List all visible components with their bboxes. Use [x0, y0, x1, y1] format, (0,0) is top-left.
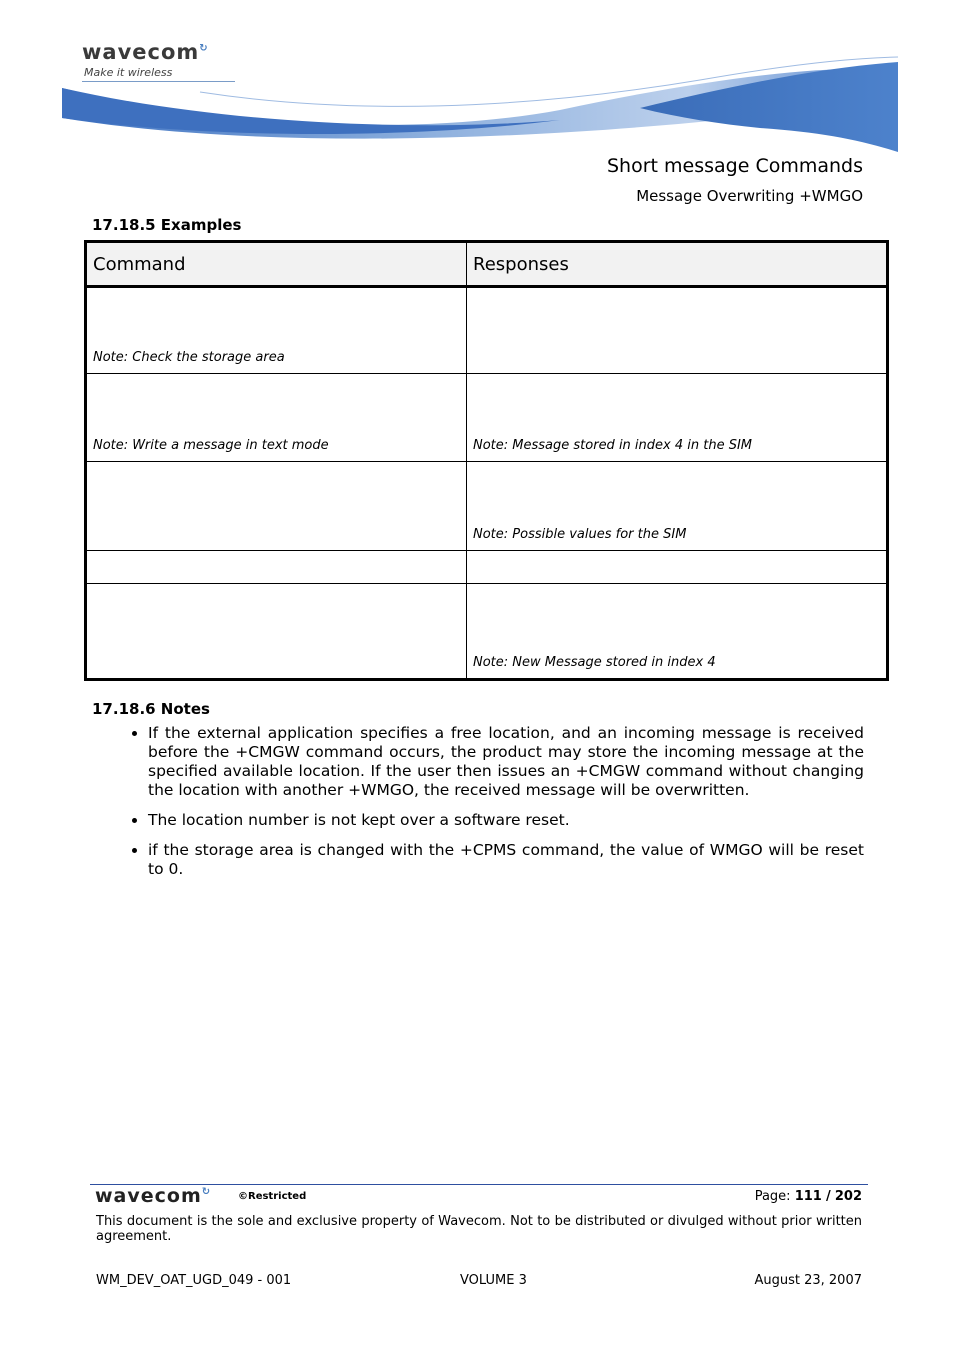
- logo-text: wavecom: [82, 40, 200, 64]
- restricted-label: ©Restricted: [238, 1191, 307, 1202]
- page-label: Page:: [754, 1189, 791, 1204]
- table-row: [86, 374, 888, 462]
- command-cell: Note: Check the storage area: [86, 287, 467, 374]
- notes-list: [120, 724, 864, 890]
- command-cell: [86, 551, 467, 584]
- column-header-command: Command: [86, 242, 467, 287]
- page-number: [755, 1189, 862, 1204]
- examples-table: [84, 240, 889, 681]
- footer-logo-text: wavecom: [95, 1185, 202, 1207]
- document-reference: WM_DEV_OAT_UGD_049 - 001: [96, 1273, 292, 1288]
- page-total: 202: [834, 1189, 862, 1204]
- notes-heading: 17.18.6 Notes: [92, 700, 210, 718]
- table-row: [86, 462, 888, 551]
- header-swoosh-banner: [0, 0, 954, 160]
- footer-logo-swirl-icon: ↻: [201, 1186, 212, 1198]
- footer-wavecom-logo: [95, 1185, 211, 1207]
- page-current: 111: [794, 1189, 822, 1204]
- logo-swirl-icon: ↻: [199, 43, 209, 54]
- chapter-title: Short message Commands: [606, 155, 863, 177]
- response-cell: [467, 551, 888, 584]
- column-header-responses: Responses: [467, 242, 888, 287]
- page-separator: /: [825, 1189, 831, 1204]
- examples-heading: 17.18.5 Examples: [92, 216, 242, 234]
- table-row: [86, 287, 888, 374]
- note-item: • If the external application specifies a free location, and an incoming message is received before the +CMGW command occurs, the product may store the incoming message at the specified available location. If the user then issues an +CMGW command without changing the location with another +WMGO, the received message will be overwritten.: [148, 724, 864, 800]
- response-cell: Note: Possible values for the SIM: [467, 462, 888, 551]
- table-row: [86, 551, 888, 584]
- command-cell: [86, 462, 467, 551]
- response-cell: Note: Message stored in index 4 in the SIM: [467, 374, 888, 462]
- table-header-row: [86, 242, 888, 287]
- section-subtitle: Message Overwriting +WMGO: [636, 187, 863, 205]
- command-cell: Note: Write a message in text mode: [86, 374, 467, 462]
- volume-label: VOLUME 3: [460, 1273, 527, 1288]
- note-item: • if the storage area is changed with the +CPMS command, the value of WMGO will be reset to 0.: [148, 841, 864, 879]
- response-cell: [467, 287, 888, 374]
- note-item: • The location number is not kept over a software reset.: [148, 811, 864, 830]
- logo-tagline: Make it wireless: [84, 66, 173, 79]
- response-cell: Note: New Message stored in index 4: [467, 584, 888, 680]
- table-row: [86, 584, 888, 680]
- confidentiality-notice: This document is the sole and exclusive property of Wavecom. Not to be distributed or divulged without prior written agreement.: [96, 1214, 862, 1244]
- command-cell: [86, 584, 467, 680]
- document-date: August 23, 2007: [754, 1273, 862, 1288]
